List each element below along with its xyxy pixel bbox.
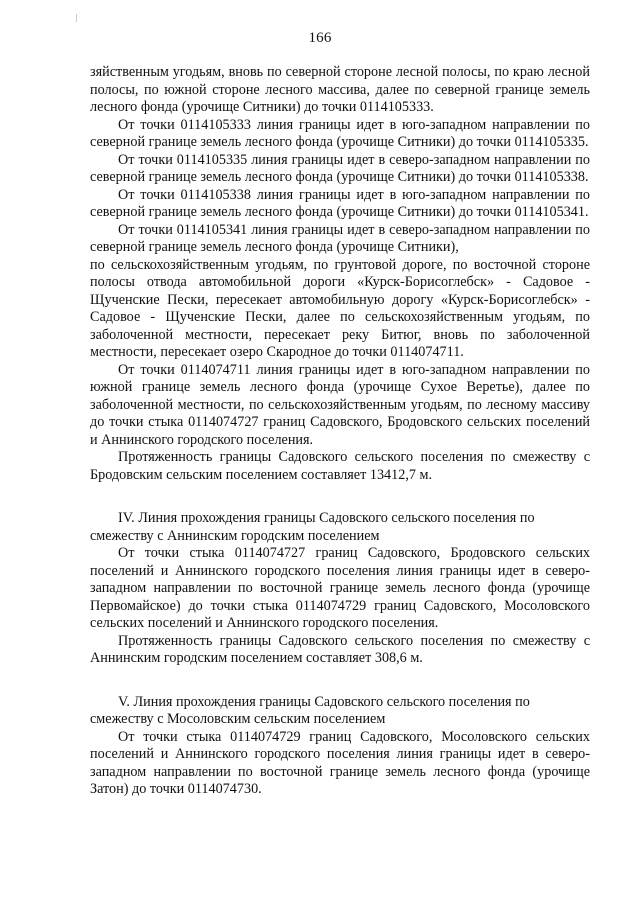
page-number: 166: [308, 30, 332, 46]
paragraph: От точки 0114074711 линия границы идет в юго-западном направлении по южной границе земель лесного фонда (урочище Сухое Веретье), далее по заболоченной местности, по сельскохозяйственным угодьям, по лесному массиву до точки стыка 0114074727 границ Садовского, Бродовского сельских поселений и Аннинского городского поселения.: [90, 361, 590, 448]
paragraph: От точки стыка 0114074729 границ Садовского, Мосоловского сельских поселений и Аннинского городского поселения линия границы идет в северо-западном направлении по восточной границе земель лесного фонда (урочище Затон) до точки 0114074730.: [90, 728, 590, 797]
document-body: [90, 64, 590, 799]
paragraph: От точки 0114105333 линия границы идет в юго-западном направлении по северной границе земель лесного фонда (урочище Ситники) до точки 0114105335.: [90, 116, 590, 150]
section-heading-iv: IV. Линия прохождения границы Садовского сельского поселения по смежеству с Аннинским городским поселением: [90, 510, 535, 544]
paragraph: От точки 0114105341 линия границы идет в северо-западном направлении по северной границе земель лесного фонда (урочище Ситники),: [90, 221, 590, 255]
paragraph-continuation: зяйственным угодьям, вновь по северной стороне лесной полосы, по краю лесной полосы, по южной стороне лесного массива, далее по северной границе земель лесного фонда (урочище Ситники) до точки 0114105333.: [90, 64, 590, 115]
paragraph: по сельскохозяйственным угодьям, по грунтовой дороге, по восточной стороне полосы отвода автомобильной дороги «Курск-Борисоглебск» - Садовое - Щученские Пески, пересекает автомобильную дорогу «Курск-Борисоглебск» - Садовое - Щученские Пески, далее по сельскохозяйственным угодьям, по заболоченной местности, пересекает реку Битюг, вновь по заболоченной местности, пересекает озеро Скародное до точки 0114074711.: [90, 256, 590, 360]
paragraph-length-summary: Протяженность границы Садовского сельского поселения по смежеству с Аннинским городским поселением составляет 308,6 м.: [90, 632, 590, 666]
paragraph: От точки 0114105338 линия границы идет в юго-западном направлении по северной границе земель лесного фонда (урочище Ситники) до точки 0114105341.: [90, 186, 590, 220]
section-heading-v: V. Линия прохождения границы Садовского сельского поселения по смежеству с Мосоловским сельским поселением: [90, 693, 530, 727]
paragraph: От точки стыка 0114074727 границ Садовского, Бродовского сельских поселений и Аннинского городского поселения линия границы идет в северо-западном направлении по восточной границе земель лесного фонда (урочище Первомайское) до точки стыка 0114074729 границ Садовского, Мосоловского сельских поселений и Аннинского городского поселения.: [90, 545, 590, 631]
paragraph: От точки 0114105335 линия границы идет в северо-западном направлении по северной границе земель лесного фонда (урочище Ситники) до точки 0114105338.: [90, 151, 590, 185]
paragraph-length-summary: Протяженность границы Садовского сельского поселения по смежеству с Бродовским сельским поселением составляет 13412,7 м.: [90, 449, 590, 483]
scan-artifact: [76, 14, 77, 22]
